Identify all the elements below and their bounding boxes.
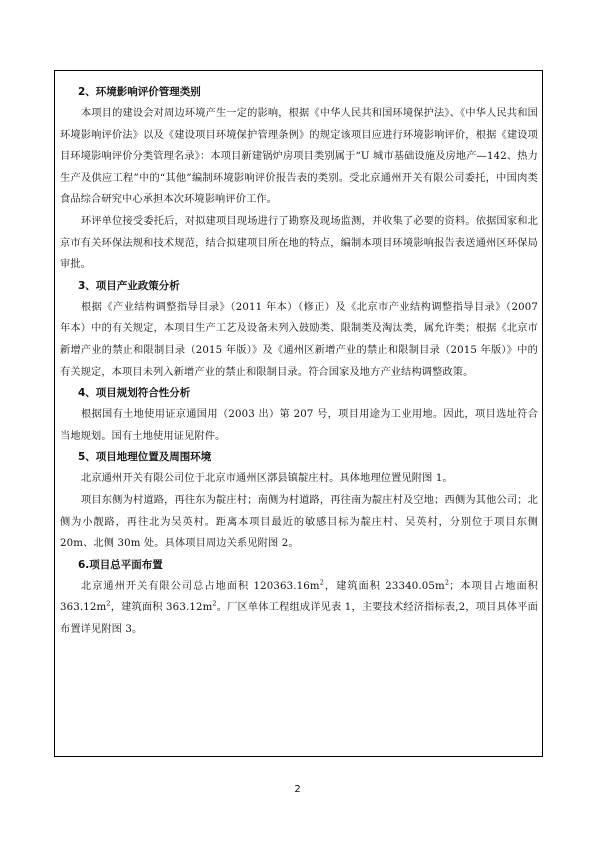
text-run: ，建筑面积 363.12m xyxy=(110,602,213,614)
text-run: 。厂区单体工程组成详见表 1，主要技术经济指标表,2，项目具体平面布置详见附图 3。 xyxy=(60,602,539,635)
text-run: ，建筑面积 23340.05m xyxy=(324,580,445,592)
text-run: ；本项目占地面积 363.12m xyxy=(60,580,539,614)
section-heading: 3、项目产业政策分析 xyxy=(78,279,180,292)
text-run: 北京通州开关有限公司总占地面积 120363.16m xyxy=(81,580,320,592)
paragraph: 项目东侧为村道路，再往东为靛庄村；南侧为村道路，再往南为靛庄村及空地；西侧为其他公司；北侧为小靓路，再往北为吴英村。距离本项目最近的敏感目标为靛庄村、吴英村，分别位于项目东侧 20m、北侧 30m 处。具体项目周边关系见附图 2。 xyxy=(60,494,538,550)
section-heading: 2、环境影响评价管理类别 xyxy=(78,86,201,98)
superscript: 2 xyxy=(444,578,450,587)
section-heading: 6.项目总平面布置 xyxy=(78,558,163,571)
section-heading: 4、项目规划符合性分析 xyxy=(78,387,191,400)
page-number: 2 xyxy=(294,784,301,795)
paragraph: 本项目的建设会对周边环境产生一定的影响，根据《中华人民共和国环境保护法》、《中华人民共和国环境影响评价法》以及《建设项目环境保护管理条例》的规定该项目应进行环境影响评价，根据《建设项目环境影响评价分类管理名录》：本项目新建锅炉房项目类别属于“U 城市基础设施及房地产—142、热力生产及供应工程”中的“其他”编制环境影响评价报告表的类别。受北京通州开关有限公司委托，中国肉类食品综合研究中心承担本次环境影响评价工作。 xyxy=(60,108,538,206)
paragraph: 环评单位接受委托后，对拟建项目现场进行了勘察及现场监测，并收集了必要的资料。依据国家和北京市有关环保法规和技术规范，结合拟建项目所在地的特点，编制本项目环境影响报告表送通州区环保局审批。 xyxy=(60,215,538,271)
paragraph: 北京通州开关有限公司位于北京市通州区漷县镇靛庄村。具体地理位置见附图 1。 xyxy=(81,473,453,485)
paragraph: 根据国有土地使用证京通国用（2003 出）第 207 号，项目用途为工业用地。因此，项目选址符合当地规划。国有土地使用证见附件。 xyxy=(60,409,538,442)
paragraph-area-figures xyxy=(60,576,538,641)
section-heading: 5、项目地理位置及周围环境 xyxy=(78,451,212,464)
paragraph: 根据《产业结构调整指导目录》（2011 年本）（修正）及《北京市产业结构调整指导目录》（2007 年本）中的有关规定，本项目生产工艺及设备未列入鼓励类、限制类及淘汰类，属允许类；根据《北京市新增产业的禁止和限制目录（2015 年版）》及《通州区新增产业的禁止和限制目录（2015 年版）》中的有关规定，本项目未列入新增产业的禁止和限制目录。符合国家及地方产业结构调整政策。 xyxy=(60,301,538,378)
superscript: 2 xyxy=(212,599,217,608)
document-body xyxy=(60,82,538,640)
superscript: 2 xyxy=(106,599,111,608)
superscript: 2 xyxy=(319,578,325,587)
